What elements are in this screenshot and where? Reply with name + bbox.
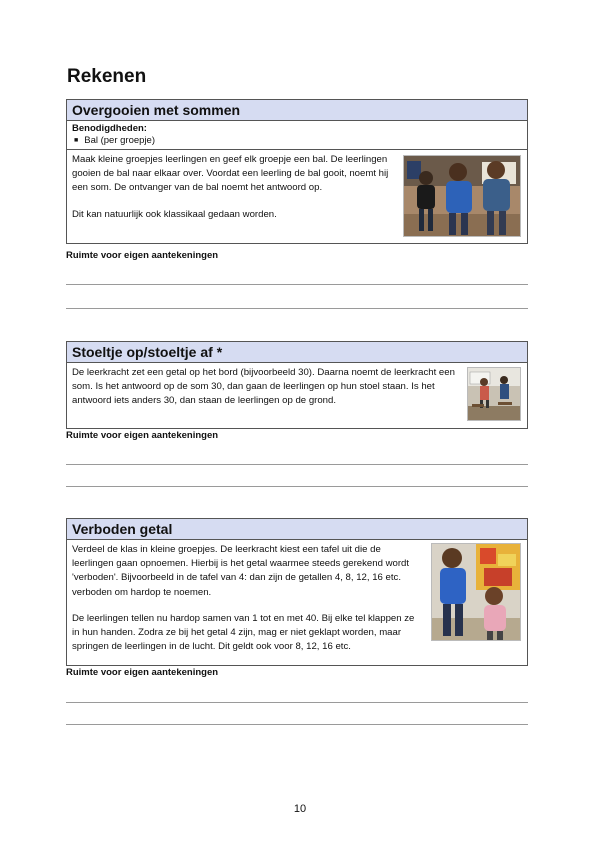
paragraph: De leerlingen tellen nu hardop samen van 1 tot en met 40. Bij elke tel klappen ze in hun handen. Zodra ze bij het getal 4 zijn, mag er niet geklapt worden, maar springen de leerlingen in de lucht. Dit geldt ook voor 8, 12, 16 etc. xyxy=(72,612,415,653)
materials-heading: Benodigdheden: xyxy=(72,123,147,134)
photo-children-throwing-ball xyxy=(403,155,521,237)
paragraph: Dit kan natuurlijk ook klassikaal gedaan worden. xyxy=(72,208,277,220)
activity-body xyxy=(67,150,527,243)
paragraph: De leerkracht zet een getal op het bord (bijvoorbeeld 30). Daarna noemt de leerkracht een som. Is het antwoord op de som 30, dan gaan de leerlingen op hun stoel staan. Is het antwoord iets anders 30, dan staan de leerlingen op de grond. xyxy=(72,367,455,407)
activity-text xyxy=(72,153,395,239)
paragraph: Maak kleine groepjes leerlingen en geef elk groepje een bal. De leerlingen gooien de bal naar elkaar over. Voordat een leerling de bal gooit, noemt hij een som. De ontvanger van de bal noemt het antwoord op. xyxy=(72,154,389,194)
activity-text xyxy=(72,366,459,424)
paragraph: Verdeel de klas in kleine groepjes. De leerkracht kiest een tafel uit die de leerlingen gaan opnoemen. Hierbij is het getal waarmee steeds gerekend wordt 'verboden'. Bijvoorbeeld in de tafel van 4: dan zijn de getallen 4, 8, 12, 16 etc. verboden om hardop te noemen. xyxy=(72,544,410,598)
notes-label: Ruimte voor eigen aantekeningen xyxy=(66,250,219,261)
page-title: Rekenen xyxy=(67,66,147,87)
activity-stoeltje-op-stoeltje-af xyxy=(66,341,528,429)
page-number: 10 xyxy=(293,803,307,815)
note-line xyxy=(66,284,528,285)
note-line xyxy=(66,464,528,465)
activity-title: Stoeltje op/stoeltje af * xyxy=(67,342,527,363)
activity-overgooien-met-sommen xyxy=(66,99,528,244)
photo-children-on-chairs xyxy=(467,367,521,421)
materials-item xyxy=(72,135,522,147)
note-line xyxy=(66,486,528,487)
bullet-icon: ■ xyxy=(74,137,79,144)
activity-body xyxy=(67,540,527,665)
note-line xyxy=(66,702,528,703)
notes-label: Ruimte voor eigen aantekeningen xyxy=(66,430,219,441)
photo-children-jumping xyxy=(431,543,521,641)
activity-title: Overgooien met sommen xyxy=(67,100,527,121)
materials-section xyxy=(67,121,527,150)
materials-item-text: Bal (per groepje) xyxy=(84,135,155,146)
activity-title: Verboden getal xyxy=(67,519,527,540)
activity-verboden-getal xyxy=(66,518,528,666)
activity-body xyxy=(67,363,527,428)
note-line xyxy=(66,724,528,725)
activity-text xyxy=(72,543,423,661)
notes-label: Ruimte voor eigen aantekeningen xyxy=(66,667,219,678)
note-line xyxy=(66,308,528,309)
